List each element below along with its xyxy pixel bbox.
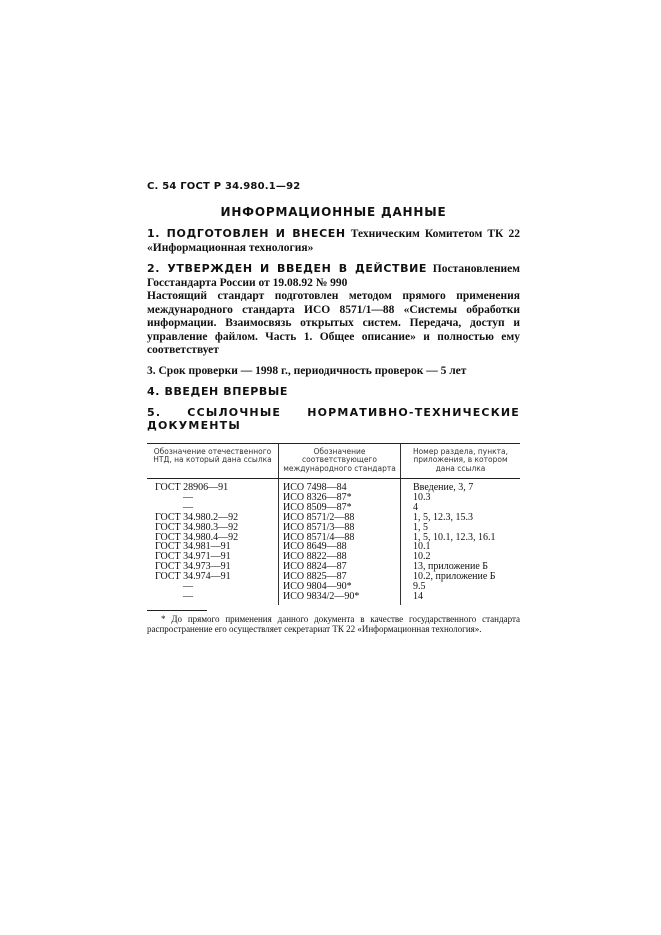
reference-table	[147, 443, 520, 605]
page-header: С. 54 ГОСТ Р 34.980.1—92	[147, 181, 301, 192]
table-cell: ИСО 8824—87	[283, 561, 347, 573]
item-caps: 2. УТВЕРЖДЕН И ВВЕДЕН В ДЕЙСТВИЕ	[147, 262, 428, 275]
document-body	[147, 180, 520, 635]
table-cell: ИСО 7498—84	[283, 482, 347, 493]
table-header	[147, 444, 520, 480]
table-cell: ИСО 8649—88	[283, 541, 347, 553]
table-cell: ГОСТ 28906—91	[155, 482, 229, 493]
table-cell: 13, приложение Б	[413, 561, 489, 573]
table-cell: 10.3	[413, 491, 431, 503]
item-1	[147, 227, 520, 255]
table-cell: —	[183, 590, 193, 602]
table-cell: 1, 5, 12.3, 15.3	[413, 511, 473, 523]
table-cell: ИСО 9834/2—90*	[283, 590, 360, 602]
item-3: 3. Срок проверки — 1998 г., периодичность проверок — 5 лет	[147, 364, 467, 377]
table-cell: 4	[413, 501, 418, 513]
item-5: 5. ССЫЛОЧНЫЕ НОРМАТИВНО-ТЕХНИЧЕСКИЕ ДОКУМЕНТЫ	[147, 405, 520, 432]
footnote-rule	[147, 610, 207, 611]
table-cell: —	[183, 581, 193, 593]
table-header-cell: Номер раздела, пункта, приложения, в котором дана ссылка	[400, 444, 520, 479]
table-cell: ИСО 8822—88	[283, 551, 347, 563]
table-cell: ИСО 8509—87*	[283, 501, 352, 513]
table-cell: 1, 5	[413, 521, 428, 533]
table-cell: ГОСТ 34.980.2—92	[155, 511, 239, 523]
item-4: 4. ВВЕДЕН ВПЕРВЫЕ	[147, 385, 288, 398]
table-column	[278, 479, 400, 605]
table-cell: ИСО 8326—87*	[283, 491, 352, 503]
table-cell: 10.2	[413, 551, 431, 563]
table-cell: ГОСТ 34.973—91	[155, 561, 231, 573]
table-column	[147, 479, 278, 605]
table-cell: 1, 5, 10.1, 12.3, 16.1	[413, 531, 496, 543]
table-cell: 14	[413, 590, 423, 602]
table-cell: ГОСТ 34.974—91	[155, 571, 231, 583]
item-2	[147, 262, 520, 358]
table-cell: ГОСТ 34.980.3—92	[155, 521, 239, 533]
table-cell: ИСО 8571/2—88	[283, 511, 355, 523]
table-cell: ИСО 8825—87	[283, 571, 347, 583]
table-cell: —	[183, 491, 193, 503]
table-column	[400, 479, 520, 605]
table-cell: ГОСТ 34.971—91	[155, 551, 231, 563]
item-text: Постановлением Госстандарта России от 19.08.92 № 990	[147, 263, 521, 289]
table-cell: ГОСТ 34.981—91	[155, 541, 231, 553]
table-body	[147, 479, 520, 605]
table-cell: 9.5	[413, 581, 426, 593]
table-header-cell: Обозначение соответствующего международного стандарта	[278, 444, 400, 479]
table-cell: 10.2, приложение Б	[413, 571, 496, 583]
item-text: Техническим Комитетом ТК 22 «Информационная технология»	[147, 228, 520, 254]
table-cell: ИСО 8571/3—88	[283, 521, 355, 533]
table-cell: ИСО 9804—90*	[283, 581, 352, 593]
table-cell: ГОСТ 34.980.4—92	[155, 531, 239, 543]
table-cell: Введение, 3, 7	[413, 482, 474, 493]
item-caps: 1. ПОДГОТОВЛЕН И ВНЕСЕН	[147, 227, 346, 240]
table-header-cell: Обозначение отечественного НТД, на который дана ссылка	[153, 446, 272, 464]
table-cell: —	[183, 501, 193, 513]
footnote: * До прямого применения данного документа в качестве государственного стандарта распространение его осуществляет секретариат ТК 22 «Информационная технология».	[147, 613, 520, 635]
section-title: ИНФОРМАЦИОННЫЕ ДАННЫЕ	[220, 205, 447, 219]
table-cell: ИСО 8571/4—88	[283, 531, 355, 543]
table-cell: 10.1	[413, 541, 431, 553]
item-extra: Настоящий стандарт подготовлен методом прямого применения международного стандарта ИСО 8571/1—88 «Системы обработки информации. Взаимосвязь открытых систем. Передача, доступ и управление файлом. Часть 1. Общее описание» и полностью ему соответствует	[147, 290, 520, 356]
